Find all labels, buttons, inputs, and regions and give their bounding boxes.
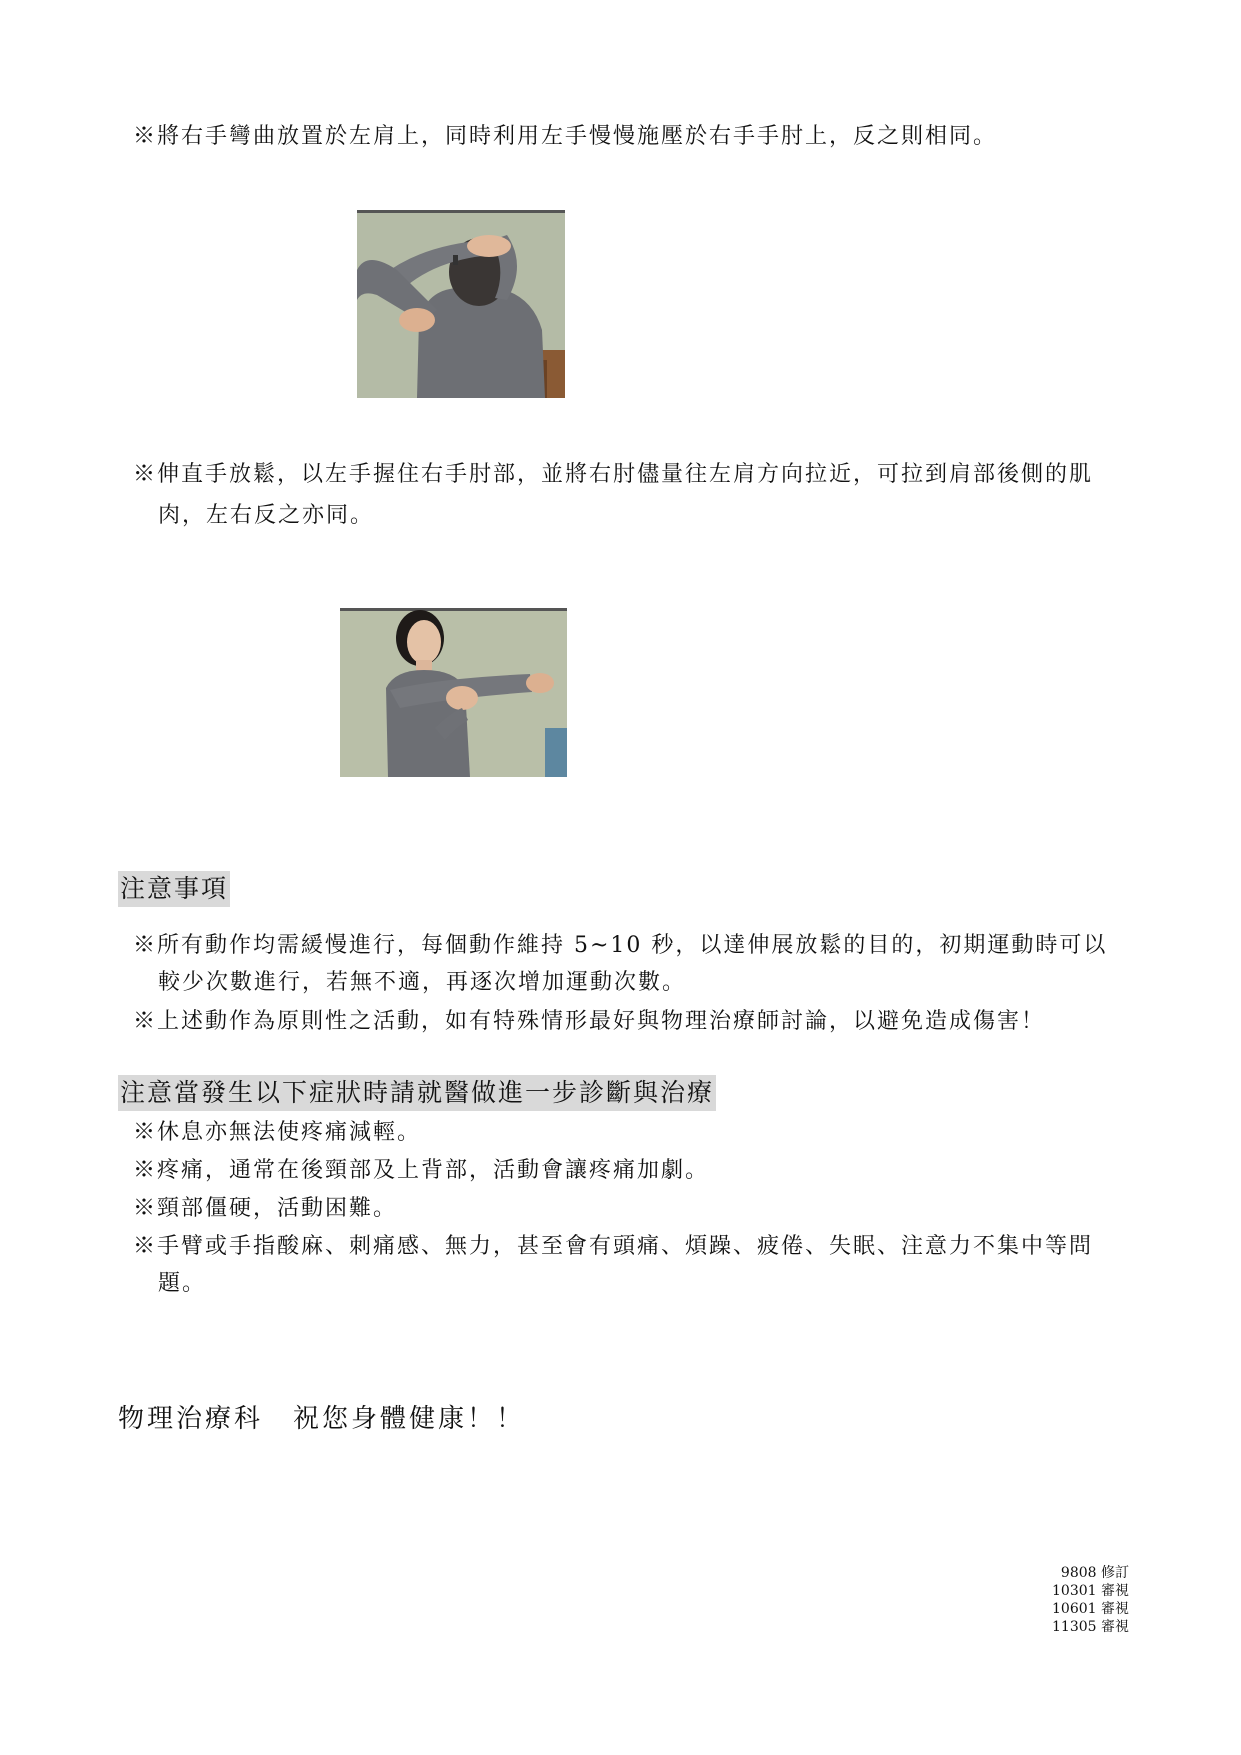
note-item-1: ※所有動作均需緩慢進行，每個動作維持 5~10 秒，以達伸展放鬆的目的，初期運動時可以 bbox=[133, 933, 1108, 958]
instruction-2: ※伸直手放鬆，以左手握住右手肘部，並將右肘儘量往左肩方向拉近，可拉到肩部後側的肌 bbox=[133, 462, 1094, 487]
symptom-item-2: ※疼痛，通常在後頸部及上背部，活動會讓疼痛加劇。 bbox=[133, 1158, 710, 1183]
stretch-photo-1 bbox=[357, 210, 565, 398]
note-item-1-cont: 較少次數進行，若無不適，再逐次增加運動次數。 bbox=[158, 970, 687, 995]
instruction-2-cont: 肉，左右反之亦同。 bbox=[158, 503, 375, 528]
department-name: 物理治療科 bbox=[118, 1404, 264, 1434]
revision-entry: 11305 審視 bbox=[1052, 1619, 1129, 1635]
revision-history bbox=[1052, 1564, 1129, 1636]
symptom-item-3: ※頸部僵硬，活動困難。 bbox=[133, 1196, 398, 1221]
stretch-photo-2 bbox=[340, 608, 567, 777]
instruction-1: ※將右手彎曲放置於左肩上，同時利用左手慢慢施壓於右手手肘上，反之則相同。 bbox=[133, 124, 998, 149]
note-item-2: ※上述動作為原則性之活動，如有特殊情形最好與物理治療師討論，以避免造成傷害！ bbox=[133, 1009, 1046, 1034]
symptom-item-4-cont: 題。 bbox=[158, 1271, 207, 1296]
closing-line bbox=[118, 1398, 525, 1435]
symptom-item-1: ※休息亦無法使疼痛減輕。 bbox=[133, 1120, 422, 1145]
revision-entry: 9808 修訂 bbox=[1060, 1565, 1129, 1581]
symptoms-heading: 注意當發生以下症狀時請就醫做進一步診斷與治療 bbox=[118, 1075, 716, 1111]
revision-entry: 10601 審視 bbox=[1052, 1601, 1129, 1617]
closing-wish: 祝您身體健康！！ bbox=[293, 1404, 526, 1434]
notes-heading: 注意事項 bbox=[118, 871, 230, 907]
revision-entry: 10301 審視 bbox=[1052, 1583, 1129, 1599]
symptom-item-4: ※手臂或手指酸麻、刺痛感、無力，甚至會有頭痛、煩躁、疲倦、失眠、注意力不集中等問 bbox=[133, 1234, 1094, 1259]
